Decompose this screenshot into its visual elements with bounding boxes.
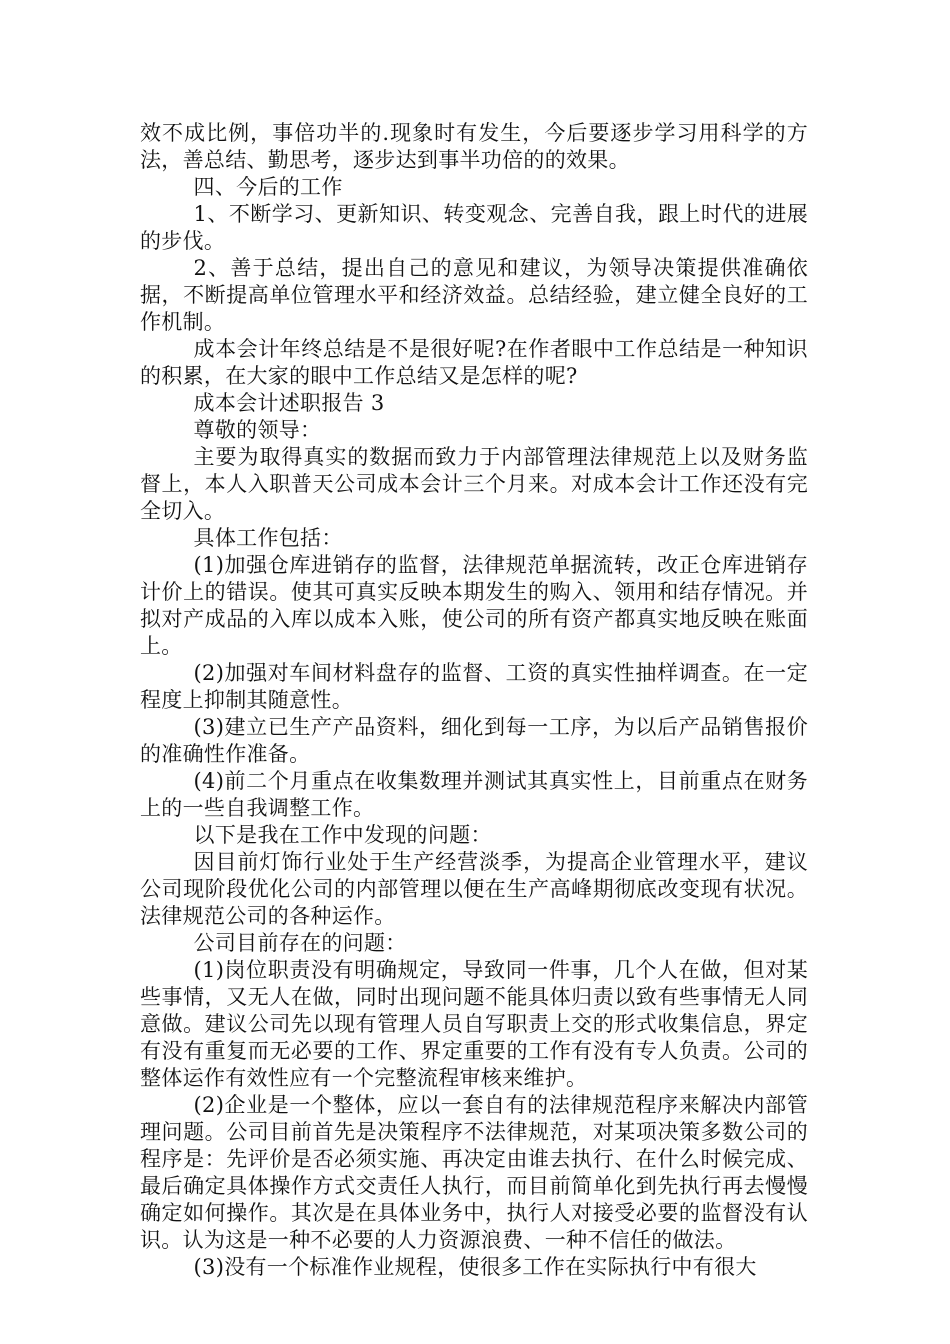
paragraph-work-heading: 具体工作包括：	[193, 526, 343, 550]
report-title: 成本会计述职报告 3	[193, 391, 385, 415]
document-body	[140, 120, 808, 1281]
section-heading-future-work: 四、今后的工作	[193, 175, 343, 199]
paragraph-item-2: 2、善于总结，提出自己的意见和建议，为领导决策提供准确依据，不断提高单位管理水平和经济效益。总结经验，建立健全良好的工作机制。	[140, 256, 808, 334]
paragraph-problem-2: (2)企业是一个整体，应以一套自有的法律规范程序来解决内部管理问题。公司目前首先是决策程序不法律规范，对某项决策多数公司的程序是：先评价是否必须实施、再决定由谁去执行、在什么时候完成、最后确定具体操作方式交责任人执行，而目前简单化到先执行再去慢慢确定如何操作。其次是在具体业务中，执行人对接受必要的监督没有认识。认为这是一种不必要的人力资源浪费、一种不信任的做法。	[140, 1093, 808, 1252]
paragraph-work-4: (4)前二个月重点在收集数理并测试其真实性上，目前重点在财务上的一些自我调整工作。	[140, 769, 808, 820]
salutation: 尊敬的领导：	[193, 418, 322, 442]
paragraph-intro: 主要为取得真实的数据而致力于内部管理法律规范上以及财务监督上，本人入职普天公司成本会计三个月来。对成本会计工作还没有完全切入。	[140, 445, 808, 523]
paragraph-work-1: (1)加强仓库进销存的监督，法律规范单据流转，改正仓库进销存计价上的错误。使其可真实反映本期发生的购入、领用和结存情况。并拟对产成品的入库以成本入账，使公司的所有资产都真实地反映在账面上。	[140, 553, 808, 658]
paragraph-problem-1: (1)岗位职责没有明确规定，导致同一件事，几个人在做，但对某些事情，又无人在做，同时出现问题不能具体归责以致有些事情无人同意做。建议公司先以现有管理人员自写职责上交的形式收集信息，界定有没有重复而无必要的工作、界定重要的工作有没有专人负责。公司的整体运作有效性应有一个完整流程审核来维护。	[140, 958, 808, 1090]
paragraph-summary-question: 成本会计年终总结是不是很好呢?在作者眼中工作总结是一种知识的积累，在大家的眼中工作总结又是怎样的呢?	[140, 337, 808, 388]
paragraph-existing-problems-heading: 公司目前存在的问题：	[193, 931, 407, 955]
paragraph-problems-context: 因目前灯饰行业处于生产经营淡季，为提高企业管理水平，建议公司现阶段优化公司的内部管理以便在生产高峰期彻底改变现有状况。法律规范公司的各种运作。	[140, 850, 808, 928]
paragraph-problems-heading: 以下是我在工作中发现的问题：	[193, 823, 492, 847]
paragraph-work-3: (3)建立已生产产品资料，细化到每一工序，为以后产品销售报价的准确性作准备。	[140, 715, 808, 766]
paragraph-continuation: 效不成比例，事倍功半的.现象时有发生，今后要逐步学习用科学的方法，善总结、勤思考，逐步达到事半功倍的的效果。	[140, 121, 808, 172]
paragraph-problem-3: (3)没有一个标准作业规程，使很多工作在实际执行中有很大	[193, 1255, 757, 1279]
paragraph-work-2: (2)加强对车间材料盘存的监督、工资的真实性抽样调查。在一定程度上抑制其随意性。	[140, 661, 808, 712]
paragraph-item-1: 1、不断学习、更新知识、转变观念、完善自我，跟上时代的进展的步伐。	[140, 202, 808, 253]
